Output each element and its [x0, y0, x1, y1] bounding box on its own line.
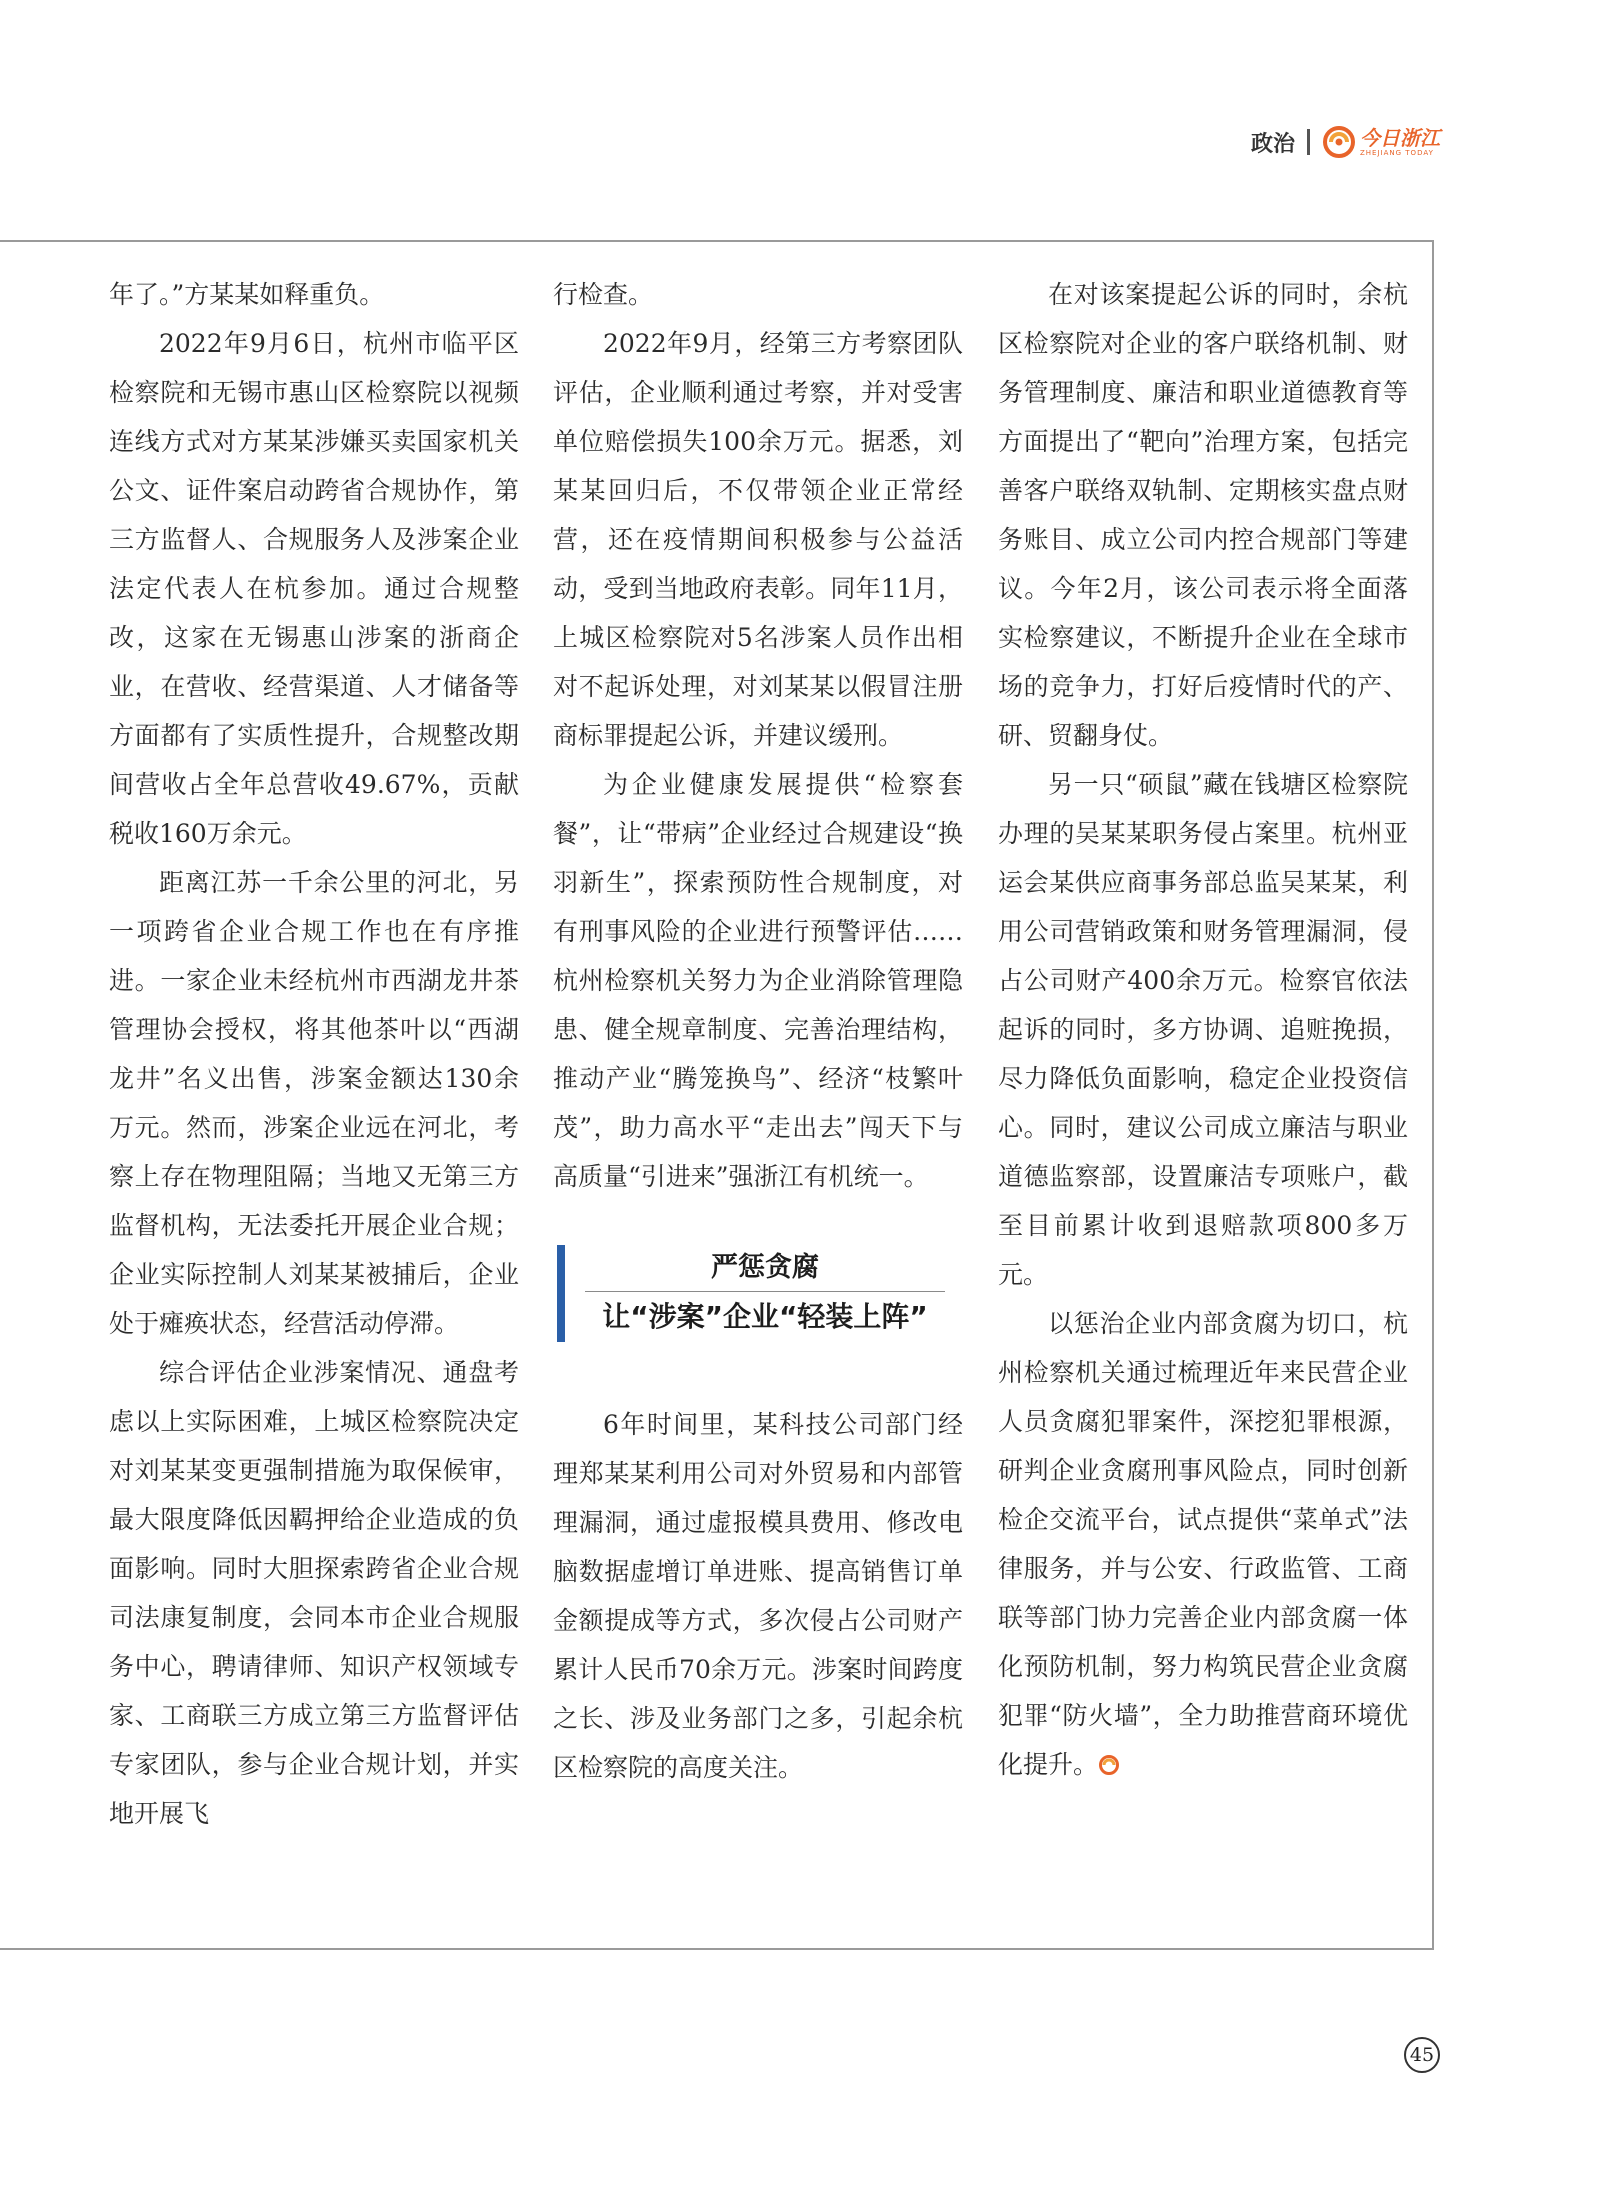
paragraph: 为企业健康发展提供“检察套餐”，让“带病”企业经过合规建设“换羽新生”，探索预防性合规制度，对有刑事风险的企业进行预警评估……杭州检察机关努力为企业消除管理隐患、健全规章制度、完善治理结构，推动产业“腾笼换鸟”、经济“枝繁叶茂”，助力高水平“走出去”闯天下与高质量“引进来”强浙江有机统一。: [553, 770, 963, 1191]
paragraph: 综合评估企业涉案情况、通盘考虑以上实际困难，上城区检察院决定对刘某某变更强制措施为取保候审，最大限度降低因羁押给企业造成的负面影响。同时大胆探索跨省企业合规司法康复制度，会同本市企业合规服务中心，聘请律师、知识产权领域专家、工商联三方成立第三方监督评估专家团队，参与企业合规计划，并实地开展飞: [109, 1358, 519, 1828]
page-number: 45: [1404, 2037, 1440, 2073]
subheading-line-1: 严惩贪腐: [585, 1245, 945, 1292]
paragraph: 6年时间里，某科技公司部门经理郑某某利用公司对外贸易和内部管理漏洞，通过虚报模具费用、修改电脑数据虚增订单进账、提高销售订单金额提成等方式，多次侵占公司财产累计人民币70余万元。涉案时间跨度之长、涉及业务部门之多，引起余杭区检察院的高度关注。: [553, 1410, 963, 1782]
paragraph: 年了。”方某某如释重负。: [109, 280, 385, 309]
end-mark-icon: [1098, 1754, 1120, 1776]
subheading-line-2: 让“涉案”企业“轻装上阵”: [602, 1300, 928, 1333]
paragraph: 行检查。: [553, 280, 654, 309]
section-subheading: [557, 1245, 963, 1342]
logo-wordmark: 今日浙江: [1360, 125, 1440, 150]
paragraph: [998, 1299, 1408, 1789]
article-column-1: [109, 270, 519, 1838]
page-header: [1251, 122, 1440, 162]
article-column-2: [553, 270, 963, 1792]
section-name: 政治: [1250, 131, 1295, 157]
paragraph: 2022年9月6日，杭州市临平区检察院和无锡市惠山区检察院以视频连线方式对方某某涉嫌买卖国家机关公文、证件案启动跨省合规协作，第三方监督人、合规服务人及涉案企业法定代表人在杭参加。通过合规整改，这家在无锡惠山涉案的浙商企业，在营收、经营渠道、人才储备等方面都有了实质性提升，合规整改期间营收占全年总营收49.67%，贡献税收160万余元。: [109, 329, 519, 848]
article-column-3: [998, 270, 1408, 1789]
paragraph: 2022年9月，经第三方考察团队评估，企业顺利通过考察，并对受害单位赔偿损失100余万元。据悉，刘某某回归后，不仅带领企业正常经营，还在疫情期间积极参与公益活动，受到当地政府表彰。同年11月，上城区检察院对5名涉案人员作出相对不起诉处理，对刘某某以假冒注册商标罪提起公诉，并建议缓刑。: [553, 329, 963, 750]
header-separator: [1307, 129, 1310, 155]
logo-swirl-icon: [1322, 125, 1356, 159]
paragraph: 另一只“硕鼠”藏在钱塘区检察院办理的吴某某职务侵占案里。杭州亚运会某供应商事务部总监吴某某，利用公司营销政策和财务管理漏洞，侵占公司财产400余万元。检察官依法起诉的同时，多方协调、追赃挽损，尽力降低负面影响，稳定企业投资信心。同时，建议公司成立廉洁与职业道德监察部，设置廉洁专项账户，截至目前累计收到退赔款项800多万元。: [998, 770, 1408, 1289]
magazine-logo: [1322, 125, 1440, 159]
paragraph-text: 以惩治企业内部贪腐为切口，杭州检察机关通过梳理近年来民营企业人员贪腐犯罪案件，深挖犯罪根源，研判企业贪腐刑事风险点，同时创新检企交流平台，试点提供“菜单式”法律服务，并与公安、行政监管、工商联等部门协力完善企业内部贪腐一体化预防机制，努力构筑民营企业贪腐犯罪“防火墙”，全力助推营商环境优化提升。: [998, 1309, 1408, 1779]
paragraph: 距离江苏一千余公里的河北，另一项跨省企业合规工作也在有序推进。一家企业未经杭州市西湖龙井茶管理协会授权，将其他茶叶以“西湖龙井”名义出售，涉案金额达130余万元。然而，涉案企业远在河北，考察上存在物理阻隔；当地又无第三方监督机构，无法委托开展企业合规；企业实际控制人刘某某被捕后，企业处于瘫痪状态，经营活动停滞。: [109, 868, 519, 1338]
logo-english: ZHEJIANG TODAY: [1360, 148, 1434, 157]
paragraph: 在对该案提起公诉的同时，余杭区检察院对企业的客户联络机制、财务管理制度、廉洁和职业道德教育等方面提出了“靶向”治理方案，包括完善客户联络双轨制、定期核实盘点财务账目、成立公司内控合规部门等建议。今年2月，该公司表示将全面落实检察建议，不断提升企业在全球市场的竞争力，打好后疫情时代的产、研、贸翻身仗。: [998, 280, 1408, 750]
